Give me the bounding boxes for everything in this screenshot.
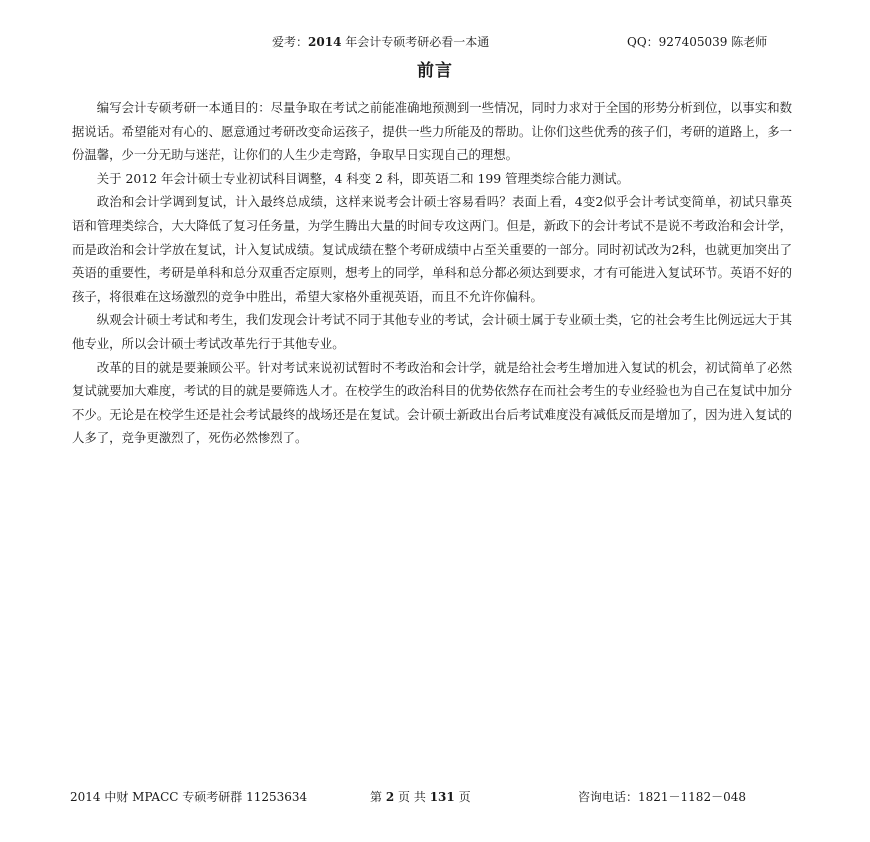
paragraph: 政治和会计学调到复试，计入最终总成绩，这样来说考会计硕士容易看吗？表面上看，4变2似乎会计考试变简单，初试只靠英语和管理类综合，大大降低了复习任务量，为学生腾出大量的时间专攻这两门。但是，新政下的会计考试不是说不考政治和会计学，而是政治和会计学放在复试，计入复试成绩。复试成绩在整个考研成绩中占至关重要的一部分。同时初试改为2科，也就更加突出了英语的重要性，考研是单科和总分双重否定原则，想考上的同学，单科和总分都必须达到要求，才有可能进入复试环节。英语不好的孩子，将很难在这场激烈的竞争中胜出，希望大家格外重视英语，而且不允许你偏科。 (72, 194, 792, 304)
paragraph: 纵观会计硕士考试和考生，我们发现会计考试不同于其他专业的考试，会计硕士属于专业硕士类，它的社会考生比例远远大于其他专业，所以会计硕士考试改革先行于其他专业。 (72, 312, 792, 351)
footer-phone: 咨询电话：1821－1182－048 (578, 790, 746, 804)
page-prefix: 第 (370, 790, 383, 804)
page-current: 2 (385, 790, 395, 804)
paragraph: 改革的目的就是要兼顾公平。针对考试来说初试暂时不考政治和会计学，就是给社会考生增加进入复试的机会，初试简单了必然复试就要加大难度，考试的目的就是要筛选人才。在校学生的政治科目的优势依然存在而社会考生的专业经验也为自己在复试中加分不少。无论是在校学生还是社会考试最终的战场还是在复试。会计硕士新政出台后考试难度没有减低反而是增加了，因为进入复试的人多了，竞争更激烈了，死伤必然惨烈了。 (72, 359, 792, 446)
body-text (72, 96, 792, 450)
footer-qq-group: 2014 中财 MPACC 专硕考研群 11253634 (70, 790, 308, 804)
page-middle: 页 共 (398, 790, 426, 804)
header-title (272, 33, 489, 50)
page-title: 前言 (417, 61, 453, 81)
header-title-rest: 年会计专硕考研必看一本通 (341, 35, 490, 49)
page-suffix: 页 (458, 790, 471, 804)
paragraph: 关于 2012 年会计硕士专业初试科目调整，4 科变 2 科，即英语二和 199 管理类综合能力测试。 (96, 170, 629, 186)
header-brand: 爱考： (272, 35, 309, 49)
paragraph: 编写会计专硕考研一本通目的：尽量争取在考试之前能准确地预测到一些情况，同时力求对于全国的形势分析到位，以事实和数据说话。希望能对有心的、愿意通过考研改变命运孩子，提供一些力所能及的帮助。让你们这些优秀的孩子们，考研的道路上，多一份温馨，少一分无助与迷茫，让你们的人生少走弯路，争取早日实现自己的理想。 (72, 100, 792, 163)
page-footer (0, 788, 870, 808)
page-total: 131 (429, 790, 455, 804)
header-year: 2014 (308, 35, 342, 49)
page-number (370, 788, 471, 805)
header-contact: QQ：927405039 陈老师 (627, 35, 768, 49)
page-header (0, 33, 870, 53)
